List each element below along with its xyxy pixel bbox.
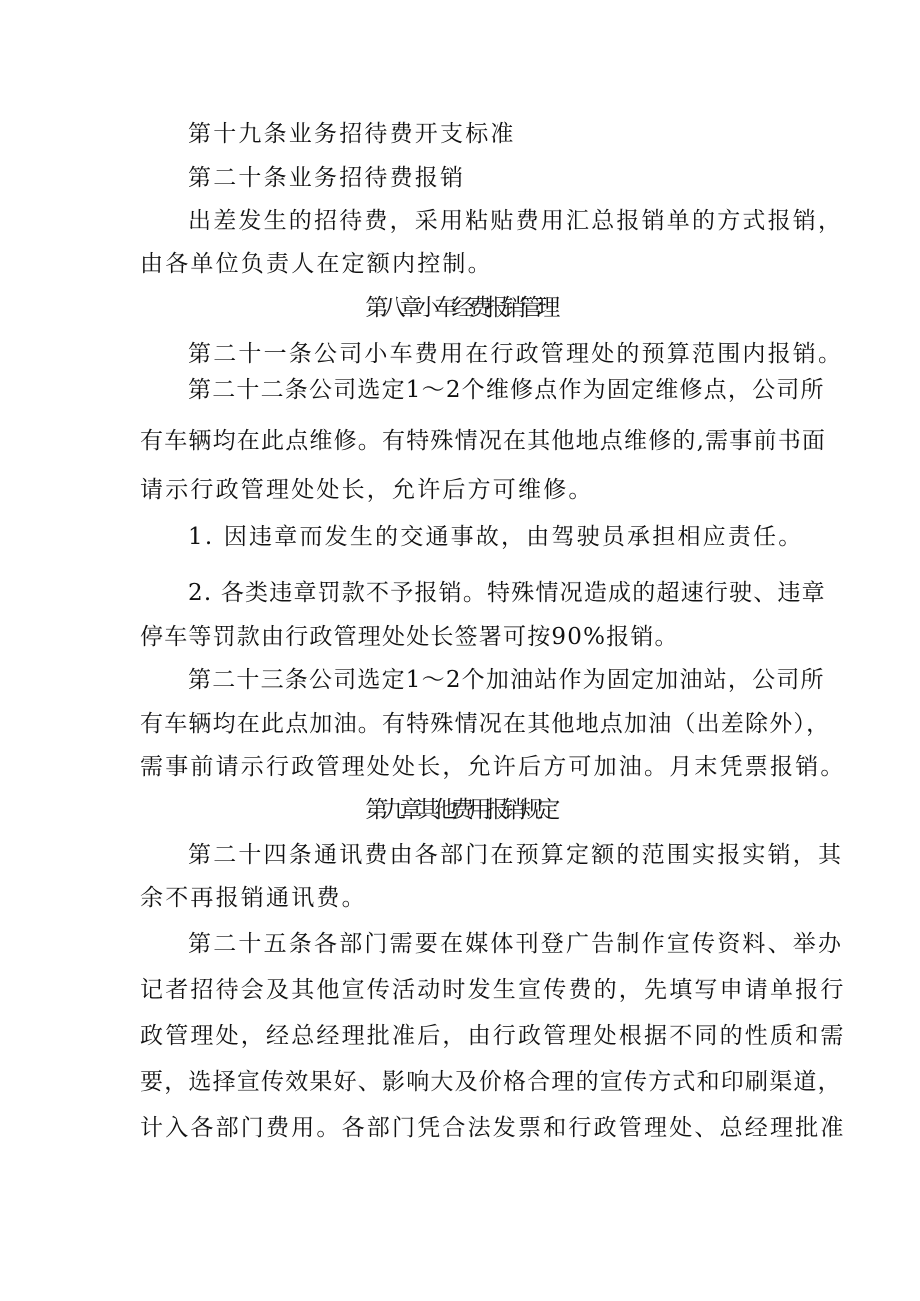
article-20-title: 第二十条业务招待费报销 — [188, 165, 466, 191]
paragraph-line: 请示行政管理处处长，允许后方可维修。 — [140, 477, 594, 503]
article-21: 第二十一条公司小车费用在行政管理处的预算范围内报销。 — [188, 341, 844, 367]
paragraph-line: 政管理处，经总经理批准后，由行政管理处根据不同的性质和需 — [140, 1023, 846, 1049]
article-19-title: 第十九条业务招待费开支标准 — [188, 121, 516, 147]
list-item-2: 2. 各类违章罚款不予报销。特殊情况造成的超速行驶、违章 — [188, 580, 826, 606]
paragraph-line: 需事前请示行政管理处处长，允许后方可加油。月末凭票报销。 — [140, 754, 846, 780]
paragraph-line: 计入各部门费用。各部门凭合法发票和行政管理处、总经理批准 — [140, 1115, 846, 1141]
article-23: 第二十三条公司选定1～2个加油站作为固定加油站，公司所 — [188, 667, 825, 693]
article-24: 第二十四条通讯费由各部门在预算定额的范围实报实销，其 — [188, 842, 844, 868]
paragraph-line: 要，选择宣传效果好、影响大及价格合理的宣传方式和印刷渠道， — [140, 1069, 842, 1095]
chapter-9-heading: 第九章其他费用报销规定 — [365, 797, 555, 823]
paragraph-line: 记者招待会及其他宣传活动时发生宣传费的，先填写申请单报行 — [140, 977, 846, 1003]
chapter-8-heading: 第八章小车经费报销管理 — [365, 295, 555, 321]
paragraph-line: 停车等罚款由行政管理处处长签署可按90%报销。 — [140, 624, 679, 650]
paragraph-line: 由各单位负责人在定额内控制。 — [140, 251, 493, 277]
paragraph-line: 有车辆均在此点加油。有特殊情况在其他地点加油（出差除外）， — [140, 711, 831, 737]
paragraph-line: 余不再报销通讯费。 — [140, 885, 367, 911]
article-25: 第二十五条各部门需要在媒体刊登广告制作宣传资料、举办 — [188, 931, 844, 957]
paragraph-line: 出差发生的招待费，采用粘贴费用汇总报销单的方式报销， — [188, 208, 844, 234]
paragraph-line: 有车辆均在此点维修。有特殊情况在其他地点维修的,需事前书面 — [140, 428, 827, 454]
article-22: 第二十二条公司选定1～2个维修点作为固定维修点，公司所 — [188, 377, 825, 403]
list-item-1: 1. 因违章而发生的交通事故，由驾驶员承担相应责任。 — [188, 524, 804, 550]
